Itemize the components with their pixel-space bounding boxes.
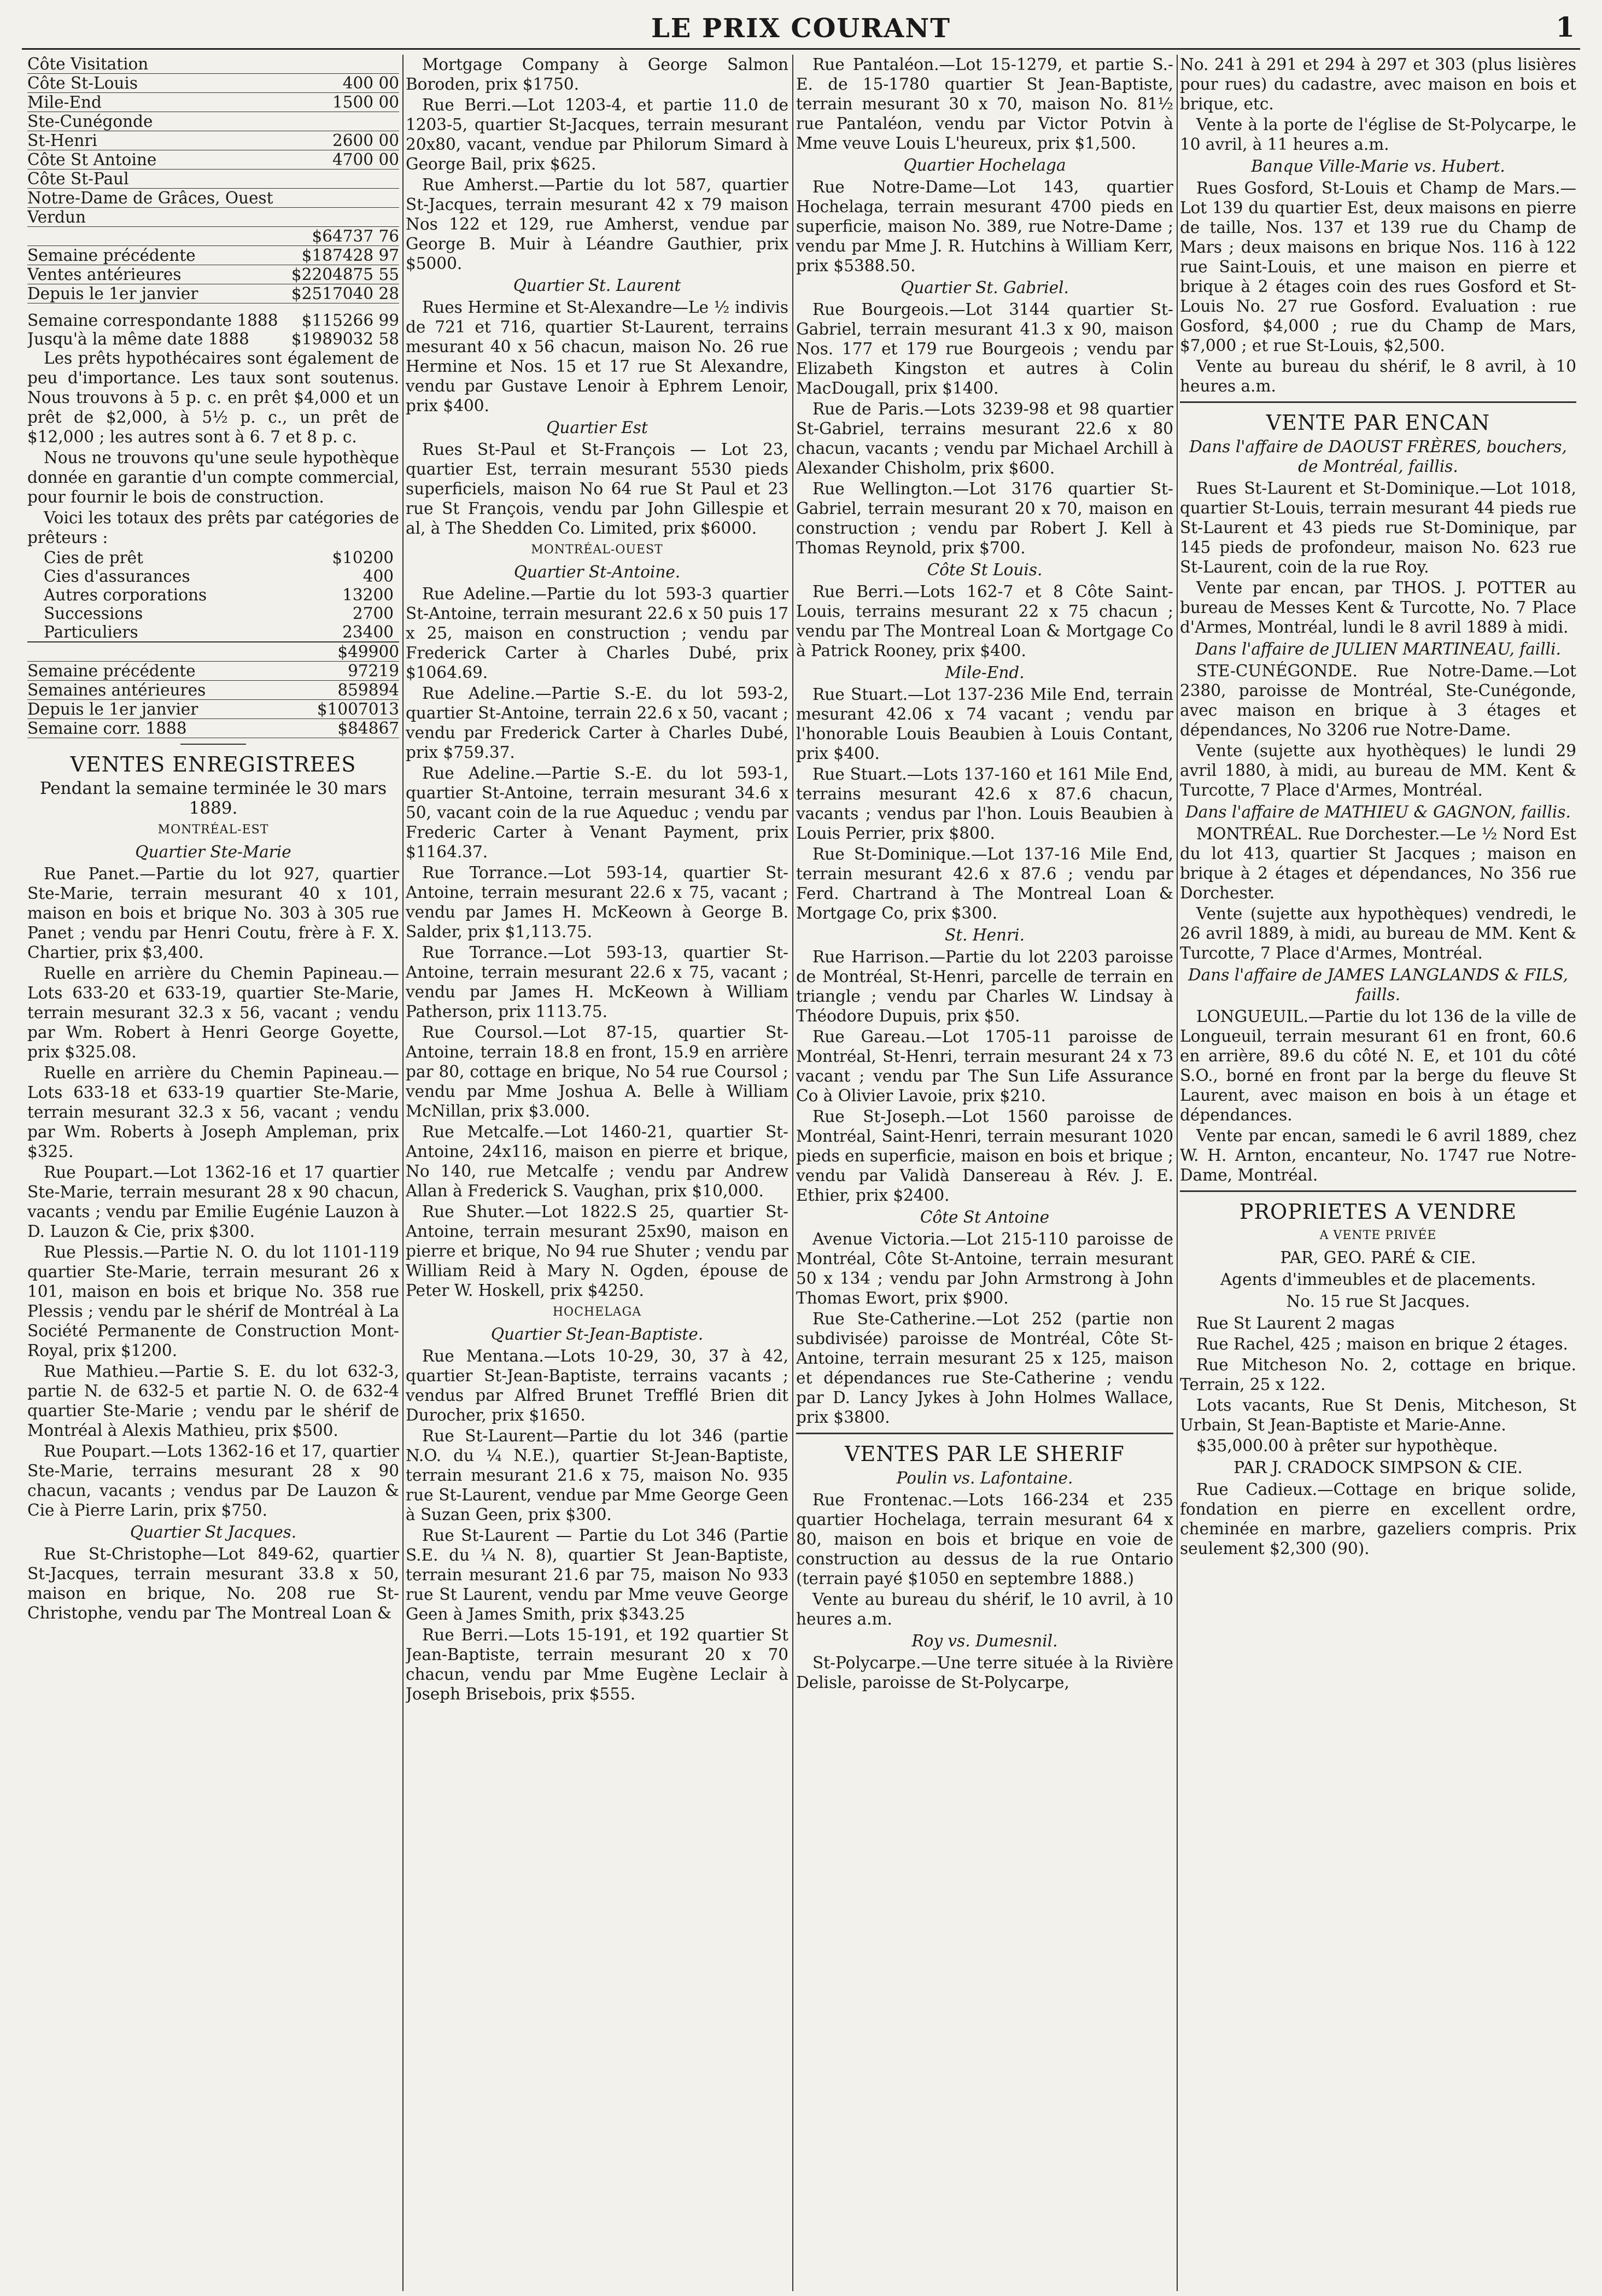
section-title: VENTES PAR LE SHERIF [845,1442,1125,1466]
subsection-heading: Poulin vs. Lafontaine. [896,1469,1073,1487]
ledger-label: Successions [44,604,143,623]
ledger-row [27,265,399,284]
ledger-row [44,548,394,567]
subsection-heading: Quartier St. Laurent [513,276,681,295]
subsection-heading: Quartier Hochelaga [903,156,1066,174]
subsection-heading: Mile-End. [945,663,1025,682]
ledger-row [27,662,399,681]
sale-entry: Lots vacants, Rue St Denis, Mitcheson, St Urbain, St Jean-Baptiste et Marie-Anne. [1180,1396,1576,1434]
subsection-heading: Quartier St-Antoine. [513,563,681,581]
column-rule [402,55,404,2291]
sale-entry: Rue Metcalfe.—Lot 1460-21, quartier St-Antoine, 24x116, maison en pierre et brique, No 140, rue Metcalfe ; vendu par Andrew Allan à Frederick S. Vaughan, prix $10,000. [406,1123,788,1200]
ledger-value: $84867 [337,719,399,738]
column-2 [406,55,788,2286]
sale-entry: Vente à la porte de l'église de St-Polycarpe, le 10 avril, à 11 heures a.m. [1180,115,1576,154]
sale-entry: Ruelle en arrière du Chemin Papineau.—Lots 633-18 et 633-19 quartier Ste-Marie, terrain mesurant 32.3 x 56, vacant ; vendu par Wm. Roberts à Joseph Ampleman, prix $325. [27,1064,399,1161]
sale-entry: Vente (sujette aux hypothèques) vendredi, le 26 avril 1889, à midi, au bureau de MM. Kent & Turcotte, 7 Place d'Armes, Montréal. [1180,904,1576,962]
ledger-row [44,604,394,623]
quartier-heading: Quartier Ste-Marie [135,843,291,861]
sale-entry: MONTRÉAL. Rue Dorchester.—Le ½ Nord Est du lot 413, quartier St Jacques ; maison en brique à 2 étages et dépendances, No 356 rue Dorchester. [1180,825,1576,902]
ledger-value: 1500 00 [332,93,399,112]
ledger-row [27,700,399,719]
ledger-label: Verdun [27,208,86,226]
ledger-label: St-Henri [27,131,97,150]
sale-entry: Rue Stuart.—Lots 137-160 et 161 Mile End, terrains mesurant 42.6 x 87.6 chacun, vacants ; vendus par l'hon. Louis Beaubien à Louis Perrier, prix $800. [796,765,1173,843]
sale-entry: Rue St-Dominique.—Lot 137-16 Mile End, terrain mesurant 42.6 x 87.6 ; vendu par Ferd. Chartrand à The Montreal Loan & Mortgage Co, prix $300. [796,845,1173,922]
ledger-label: Côte St Antoine [27,150,157,169]
paragraph: Les prêts hypothécaires sont également de peu d'importance. Les taux sont soutenus. Nous trouvons à 5 p. c. en prêt $4,000 et un prêt de $2,000, à 5½ p. c., un prêt de $12,000 ; les autres sont à 6. 7 et 8 p. c. [27,349,399,446]
sale-entry: Rue Notre-Dame—Lot 143, quartier Hochelaga, terrain mesurant 4700 pieds en superficie, maison No. 389, rue Notre-Dame ; vendu par Mme J. R. Hutchins à William Kerr, prix $5388.50. [796,178,1173,275]
ledger-label: Côte Visitation [27,55,149,73]
ledger-row [27,681,399,700]
sale-entry: Rue Stuart.—Lot 137-236 Mile End, terrain mesurant 42.06 x 74 vacant ; vendu par l'honorable Louis Beaubien à Louis Contant, prix $400. [796,685,1173,763]
newspaper-title: LE PRIX COURANT [651,13,951,44]
ledger-label: Cies de prêt [44,548,143,567]
subsection-heading: Quartier St. Gabriel. [901,278,1069,297]
ledger-label: Côte St-Paul [27,170,129,188]
sale-entry: Rue Poupart.—Lot 1362-16 et 17 quartier Ste-Marie, terrain mesurant 28 x 90 chacun, vacants ; vendu par Emilie Eugénie Lauzon à D. Lauzon & Cie, prix $300. [27,1163,399,1241]
sale-entry: Rue Adeline.—Partie S.-E. du lot 593-1, quartier St-Antoine, terrain mesurant 34.6 x 50, vacant coin de la rue Aqueduc ; vendu par Frederic Carter à Venant Payment, prix $1164.37. [406,764,788,861]
column-rule [1177,55,1178,2291]
sale-entry: Rue Amherst.—Partie du lot 587, quartier St-Jacques, terrain mesurant 42 x 79 maison Nos 122 et 129, rue Amherst, vendue par George B. Muir à Léandre Gauthier, prix $5000. [406,176,788,273]
ledger-label: Notre-Dame de Grâces, Ouest [27,189,273,207]
sale-entry: Rue Berri.—Lots 162-7 et 8 Côte Saint-Louis, terrains mesurant 22 x 75 chacun ; vendu par The Montreal Loan & Mortgage Co à Patrick Rooney, prix $400. [796,582,1173,660]
subsection-heading: Côte St Louis. [927,560,1043,579]
centered-line: Agents d'immeubles et de placements. [1220,1270,1536,1289]
sale-entry: Vente au bureau du shérif, le 10 avril, à 10 heures a.m. [796,1590,1173,1628]
lenders-total [27,641,399,662]
sale-entry: Rue Poupart.—Lots 1362-16 et 17, quartier Ste-Marie, terrains mesurant 28 x 90 chacun, vacants ; vendus par De Lauzon & Cie à Pierre Larin, prix $750. [27,1442,399,1520]
ledger-value: 13200 [342,586,394,604]
sale-entry: Ruelle en arrière du Chemin Papineau.—Lots 633-20 et 633-19, quartier Ste-Marie, terrain mesurant 32.3 x 56, vacant ; vendu par Wm. Robert à Henri George Goyette, prix $325.08. [27,964,399,1061]
sale-entry: Rue St-Joseph.—Lot 1560 paroisse de Montréal, Saint-Henri, terrain mesurant 1020 pieds en superficie, maison en bois et brique ; vendu par Validà Dansereau à Rév. J. E. Ethier, prix $2400. [796,1107,1173,1205]
ledger-label: Depuis le 1er janvier [27,700,198,718]
ledger-label: Semaines antérieures [27,681,206,699]
district-heading: MONTRÉAL-OUEST [531,543,663,557]
ledger-label: Semaine précédente [27,246,196,265]
district-heading: A VENTE PRIVÉE [1319,1229,1437,1242]
section-rule [1180,1190,1576,1192]
subsection-heading: Quartier St-Jean-Baptiste. [490,1325,704,1343]
page-header [22,10,1580,50]
sale-entry: Rue St Laurent 2 magas [1196,1314,1395,1333]
page-number: 1 [1556,11,1575,43]
ledger-row [27,93,399,112]
district-heading: MONTRÉAL-EST [157,823,269,837]
ledger-label: Semaine précédente [27,662,196,680]
subsection-heading: Banque Ville-Marie vs. Hubert. [1251,157,1505,176]
paragraph: Voici les totaux des prêts par catégories de prêteurs : [27,509,399,547]
column-1 [27,55,399,2286]
column-4 [1180,55,1576,2286]
sale-entry: $35,000.00 à prêter sur hypothèque. [1196,1436,1498,1455]
ledger-value: 23400 [342,623,394,641]
ledger-row [27,719,399,738]
sale-entry: Rue de Paris.—Lots 3239-98 et 98 quartier St-Gabriel, terrains mesurant 22.6 x 80 chacun, vacants ; vendu par Michael Archill à Alexander Chisholm, prix $600. [796,400,1173,477]
ledger-row [27,74,399,93]
sale-entry: Rue Mitcheson No. 2, cottage en brique. Terrain, 25 x 122. [1180,1356,1576,1394]
ledger-value: $64737 76 [312,227,399,246]
lenders-summary [27,662,399,738]
sale-entry: Rue Wellington.—Lot 3176 quartier St-Gabriel, terrain mesurant 20 x 70, maison en construction ; vendu par Robert J. Kell à Thomas Reynold, prix $700. [796,480,1173,557]
ledger-row [27,150,399,170]
sale-entry: Vente au bureau du shérif, le 8 avril, à 10 heures a.m. [1180,357,1576,395]
section-title: VENTE PAR ENCAN [1266,411,1490,435]
entries-list [27,1544,399,1623]
ledger-value: $10200 [332,548,394,567]
sale-entry: Rue Frontenac.—Lots 166-234 et 235 quartier Hochelaga, terrain mesurant 64 x 80, maison en bois et brique en voie de construction au dessus de la rue Ontario (terrain payé $1050 en septembre 1888.) [796,1491,1173,1588]
ledger-value: 400 00 [342,74,399,92]
ledger-row [44,623,394,641]
ledger-value: 2600 00 [332,131,399,150]
subsection-heading: Roy vs. Dumesnil. [911,1632,1058,1650]
ledger-row [27,246,399,265]
ledger-value: $187428 97 [301,246,399,265]
ledger-label: Depuis le 1er janvier [27,284,198,303]
entries-list [27,864,399,1520]
ledger-label: Semaine correspondante 1888 [27,311,278,330]
ledger-label: Cies d'assurances [44,567,190,586]
subsection-heading: Dans l'affaire de DAOUST FRÈRES, bouchers, de Montréal, faillis. [1189,437,1567,476]
sale-entry: Rue Coursol.—Lot 87-15, quartier St-Antoine, terrain 18.8 en front, 15.9 en arrière par 80, cottage en brique, No 54 rue Coursol ; vendu par Mme Joshua A. Belle à William McNillan, prix $3.000. [406,1023,788,1120]
ledger-row [27,284,399,303]
ledger-label: Ventes antérieures [27,265,182,284]
sale-entry: Rues Gosford, St-Louis et Champ de Mars.—Lot 139 du quartier Est, deux maisons en pierre de taille, Nos. 137 et 139 rue du Champ de Mars ; deux maisons en brique Nos. 116 à 122 rue Saint-Louis, et une maison en pierre et brique à 2 étages coin des rues Gosford et St-Louis No. 27 rue Gosford. Evaluation : rue Gosford, $4,000 ; rue du Champ de Mars, $7,000 ; et rue St-Louis, $2,500. [1180,179,1576,355]
sale-entry: Rue Cadieux.—Cottage en brique solide, fondation en pierre en excellent ordre, cheminée en marbre, gazeliers compris. Prix seulement $2,300 (90). [1180,1480,1576,1558]
sale-entry: STE-CUNÉGONDE. Rue Notre-Dame.—Lot 2380, paroisse de Montréal, Ste-Cunégonde, avec maison en brique à 3 étages et dépendances, No 3206 rue Notre-Dame. [1180,662,1576,739]
comparison-ledger [27,311,399,348]
sale-entry: Rue Harrison.—Partie du lot 2203 paroisse de Montréal, St-Henri, parcelle de terrain en triangle ; vendu par Charles W. Lindsay à Théodore Dupuis, prix $50. [796,948,1173,1025]
ledger-value: $1007013 [317,700,399,718]
sale-entry: Vente par encan, samedi le 6 avril 1889, chez W. H. Arnton, encanteur, No. 1747 rue Notre-Dame, Montréal. [1180,1126,1576,1184]
ledger-label: Particuliers [44,623,138,641]
lenders-total-value: $49900 [337,642,399,661]
ledger-row [44,586,394,604]
section-title: PROPRIETES A VENDRE [1239,1200,1517,1224]
sale-entry: Rues Hermine et St-Alexandre—Le ½ indivis de 721 et 716, quartier St-Laurent, terrains mesurant 40 x 56 chacun, maison No. 26 rue Hermine et Nos. 15 et 17 rue St Alexandre, vendu par Gustave Lenoir à Ephrem Lenoir, prix $400. [406,298,788,415]
ledger-label: Ste-Cunégonde [27,112,153,131]
centered-line: No. 15 rue St Jacques. [1286,1292,1470,1311]
sale-entry: Rue Gareau.—Lot 1705-11 paroisse de Montréal, St-Henri, terrain mesurant 24 x 73 vacant ; vendu par The Sun Life Assurance Co à Olivier Lavoie, prix $210. [796,1027,1173,1105]
sale-entry: Rues St-Paul et St-François — Lot 23, quartier Est, terrain mesurant 5530 pieds superficiels, maison No 64 rue St Paul et 23 rue St François, vendu par John Gillespie et al, à The Shedden Co. Limited, prix $6000. [406,440,788,538]
ledger-row [27,311,399,330]
ledger-value: 4700 00 [332,150,399,169]
ledger-label: Côte St-Louis [27,74,138,92]
ledger-label: Semaine corr. 1888 [27,719,187,738]
sale-entry: Rue Bourgeois.—Lot 3144 quartier St-Gabriel, terrain mesurant 41.3 x 90, maison Nos. 177 et 179 rue Bourgeois ; vendu par Elizabeth Kingston et autres à Colin MacDougall, prix $1400. [796,300,1173,398]
ledger-value: $1989032 58 [291,330,399,348]
sale-entry: Avenue Victoria.—Lot 215-110 paroisse de Montréal, Côte St-Antoine, terrain mesurant 50 x 134 ; vendu par John Armstrong à John Thomas Ewort, prix $900. [796,1230,1173,1307]
subsection-heading: St. Henri. [945,926,1025,944]
section-rule [1180,401,1576,403]
sale-entry: Rue Pantaléon.—Lot 15-1279, et partie S.-E. de 15-1780 quartier St Jean-Baptiste, terrain mesurant 30 x 70, maison No. 81½ rue Pantaléon, vendu par Victor Potvin à Mme veuve Louis L'heureux, prix $1,500. [796,55,1173,153]
lenders-table [27,548,399,641]
ledger-row [27,55,399,74]
column-rule [792,55,793,2291]
column-3 [796,55,1173,2286]
centered-line: PAR J. CRADOCK SIMPSON & CIE. [1233,1458,1523,1477]
district-heading: HOCHELAGA [552,1305,642,1319]
centered-line: PAR, GEO. PARÉ & CIE. [1280,1248,1476,1267]
section-title: VENTES ENREGISTREES [70,752,356,776]
sales-ledger [27,55,399,303]
sale-entry: Rue St-Christophe—Lot 849-62, quartier St-Jacques, terrain mesurant 33.8 x 50, maison en brique, No. 208 rue St-Christophe, vendu par The Montreal Loan & [27,1545,399,1622]
subsection-heading: Quartier Est [546,418,648,437]
ledger-row [27,189,399,208]
sale-entry: Rue Ste-Catherine.—Lot 252 (partie non subdivisée) paroisse de Montréal, Côte St-Antoine, terrain mesurant 25 x 125, maison et dépendances rue Ste-Catherine ; vendu par D. Lancy Jykes à John Holmes Wallace, prix $3800. [796,1310,1173,1427]
divider [180,744,246,745]
sale-entry: Rue Mathieu.—Partie S. E. du lot 632-3, partie N. de 632-5 et partie N. O. de 632-4 quartier Ste-Marie ; vendu par le shérif de Montréal à Alexis Mathieu, prix $500. [27,1362,399,1440]
sale-entry: No. 241 à 291 et 294 à 297 et 303 (plus lisières pour rues) du cadastre, avec maison en bois et brique, etc. [1180,55,1576,113]
ledger-row [27,227,399,246]
sale-entry: Mortgage Company à George Salmon Boroden, prix $1750. [406,55,788,94]
ledger-row [27,330,399,348]
ledger-row [27,170,399,189]
ledger-row [27,208,399,227]
subsection-heading: Dans l'affaire de JULIEN MARTINEAU, failli. [1195,640,1561,658]
ledger-value: $115266 99 [301,311,399,330]
sale-entry: Rues St-Laurent et St-Dominique.—Lot 1018, quartier St-Louis, terrain mesurant 44 pieds rue St-Laurent et 43 pieds rue St-Dominique, par 145 pieds de profondeur, maison No. 623 rue St-Laurent, coin de la rue Roy. [1180,479,1576,576]
ledger-value: $2517040 28 [291,284,399,303]
sale-entry: Rue Berri.—Lot 1203-4, et partie 11.0 de 1203-5, quartier St-Jacques, terrain mesurant 20x80, vacant, vendue par Philorum Simard à George Bail, prix $625. [406,96,788,173]
section-rule [796,1433,1173,1434]
section-subtitle: Pendant la semaine terminée le 30 mars 1889. [39,779,387,818]
subsection-heading: Côte St Antoine [920,1208,1050,1226]
sale-entry: Rue Mentana.—Lots 10-29, 30, 37 à 42, quartier St-Jean-Baptiste, terrains vacants ; vendus par Alfred Brunet Trefflé Brien dit Durocher, prix $1650. [406,1347,788,1424]
ledger-label: Autres corporations [44,586,207,604]
sale-entry: Rue Plessis.—Partie N. O. du lot 1101-119 quartier Ste-Marie, terrain mesurant 26 x 101, maison en bois et brique No. 358 rue Plessis ; vendu par le shérif de Montréal à La Société Permanente de Construction Mont-Royal, prix $1200. [27,1243,399,1360]
ledger-value: 859894 [337,681,399,699]
sale-entry: Vente par encan, par THOS. J. POTTER au bureau de Messes Kent & Turcotte, No. 7 Place d'Armes, Montréal, lundi le 8 avril 1889 à midi. [1180,579,1576,636]
quartier-heading: Quartier St Jacques. [130,1523,297,1541]
sale-entry: LONGUEUIL.—Partie du lot 136 de la ville de Longueuil, terrain mesurant 61 en front, 60.6 en arrière, 89.6 du côté N. E, et 101 du côté S.O., borné en front par la berge du fleuve St Laurent, avec maison en bois à un étage et dépendances. [1180,1007,1576,1124]
ledger-row [27,131,399,150]
sale-entry: Rue Adeline.—Partie du lot 593-3 quartier St-Antoine, terrain mesurant 22.6 x 50 puis 17 x 25, maison en construction ; vendu par Frederick Carter à Charles Dubé, prix $1064.69. [406,585,788,682]
sale-entry: Rue Rachel, 425 ; maison en brique 2 étages. [1196,1335,1568,1353]
sale-entry: Rue Adeline.—Partie S.-E. du lot 593-2, quartier St-Antoine, terrain 22.6 x 50, vacant ; vendu par Frederick Carter à Charles Dubé, prix $759.37. [406,684,788,762]
ledger-label: Jusqu'à la même date 1888 [27,330,249,348]
ledger-value: 400 [363,567,394,586]
sale-entry: Rue St-Laurent—Partie du lot 346 (partie N.O. du ¼ N.E.), quartier St-Jean-Baptiste, terrain mesurant 21.6 x 75, maison No. 935 rue St-Laurent, vendue par Mme George Geen à Suzan Geen, prix $300. [406,1427,788,1524]
subsection-heading: Dans l'affaire de MATHIEU & GAGNON, faillis. [1185,803,1571,821]
paragraph: Nous ne trouvons qu'une seule hypothèque donnée en garantie d'un compte commercial, pour fournir le bois de construction. [27,448,399,506]
ledger-value: $2204875 55 [291,265,399,284]
ledger-value: 2700 [352,604,394,623]
sale-entry: Rue Shuter.—Lot 1822.S 25, quartier St-Antoine, terrain mesurant 25x90, maison en pierre et brique, No 94 rue Shuter ; vendu par William Reid à Mary N. Ogden, épouse de Peter W. Hoskell, prix $4250. [406,1202,788,1300]
sale-entry: Rue St-Laurent — Partie du Lot 346 (Partie S.E. du ¼ N. 8), quartier St Jean-Baptiste, terrain mesurant 21.6 par 75, maison No 933 rue St Laurent, vendu par Mme veuve George Geen à James Smith, prix $343.25 [406,1526,788,1623]
sale-entry: St-Polycarpe.—Une terre située à la Rivière Delisle, paroisse de St-Polycarpe, [796,1654,1173,1692]
ledger-row [44,567,394,586]
sale-entry: Rue Panet.—Partie du lot 927, quartier Ste-Marie, terrain mesurant 40 x 101, maison en bois et brique No. 303 à 305 rue Panet ; vendu par Henri Coutu, frère à F. X. Chartier, prix $3,400. [27,864,399,962]
subsection-heading: Dans l'affaire de JAMES LANGLANDS & FILS, faills. [1188,966,1569,1004]
sale-entry: Rue Berri.—Lots 15-191, et 192 quartier St Jean-Baptiste, terrain mesurant 20 x 70 chacun, vendu par Mme Eugène Leclair à Joseph Brisebois, prix $555. [406,1626,788,1703]
sale-entry: Rue Torrance.—Lot 593-13, quartier St-Antoine, terrain mesurant 22.6 x 75, vacant ; vendu par James H. McKeown à William Patherson, prix 1113.75. [406,943,788,1021]
ledger-value: 97219 [348,662,399,680]
ledger-row [27,112,399,131]
ledger-label: Mile-End [27,93,102,112]
sale-entry: Rue Torrance.—Lot 593-14, quartier St-Antoine, terrain mesurant 22.6 x 75, vacant ; vendu par James H. McKeown à George B. Salder, prix $1,113.75. [406,863,788,941]
sale-entry: Vente (sujette aux hyothèques) le lundi 29 avril 1880, à midi, au bureau de MM. Kent & Turcotte, 7 Place d'Armes, Montréal. [1180,741,1576,799]
